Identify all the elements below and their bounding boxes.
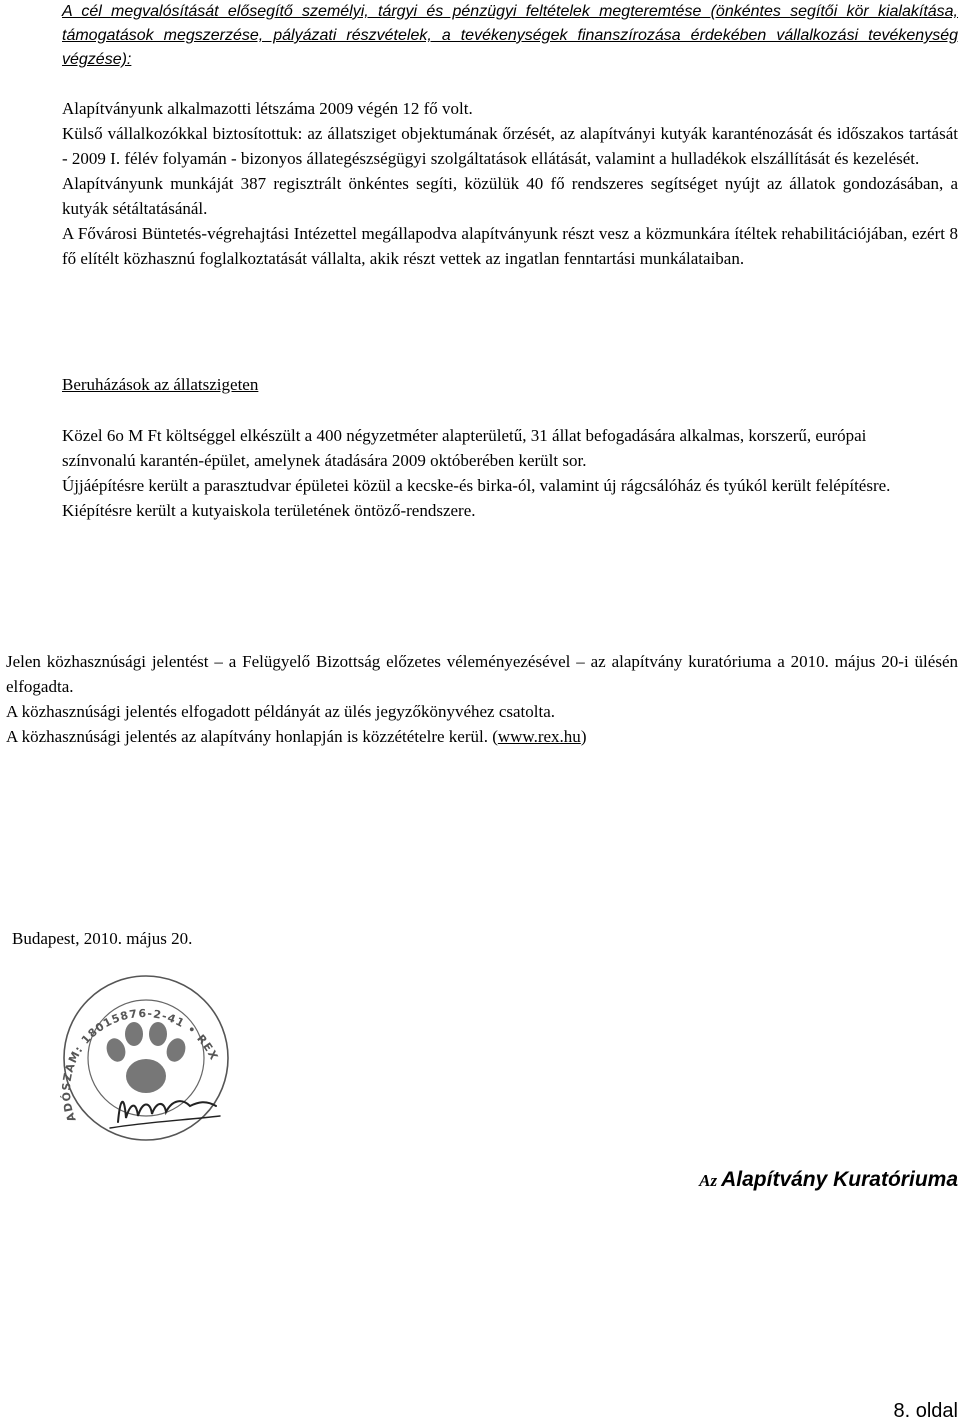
stamp-graphic <box>6 972 276 1144</box>
signatory-prefix: Az <box>699 1171 718 1190</box>
svg-text:ADÓSZÁM: 18015876-2-41 • REX K: ADÓSZÁM: 18015876-2-41 • REX <box>59 1006 221 1124</box>
intro-paragraph: A cél megvalósítását elősegítő személyi, tárgyi és pénzügyi feltételek megteremtése (önkéntes segítői kör kialakítása, támogatások megszerzése, pályázati részvételek, a tevékenységek finanszírozása érdekében vállalkozási tevékenység végzése): <box>62 3 958 68</box>
volunteers-text: Alapítványunk munkáját 387 regisztrált önkéntes segíti, közülük 40 fő rendszeres segítséget nyújt az állatok gondozásában, a kutyák sétáltatásánál. <box>62 174 958 218</box>
quarantine-building-text: Közel 6o M Ft költséggel elkészült a 400 négyzetméter alapterületű, 31 állat befogadására alkalmas, korszerű, európai színvonalú karantén-épület, amelynek átadására 2009 októberében került sor. <box>62 426 867 470</box>
investments-section <box>62 423 942 523</box>
irrigation-text: Kiépítésre került a kutyaiskola területének öntöző-rendszere. <box>62 501 476 520</box>
staff-section <box>62 96 958 271</box>
staff-count-text: Alapítványunk alkalmazotti létszáma 2009 végén 12 fő volt. <box>62 99 473 118</box>
external-contractors-text: Külső vállalkozókkal biztosítottuk: az állatsziget objektumának őrzését, az alapítványi kutyák karanténozását és időszakos tartását - 2009 I. félév folyamán - bizonyos állategészségügyi szolgáltatások ellátását, valamint a hulladékok elszállítását és kezelését. <box>62 124 958 168</box>
farmyard-rebuild-text: Újjáépítésre került a parasztudvar épületei közül a kecske-és birka-ól, valamint új rágcsálóház és tyúkól került felépítésre. <box>62 476 891 495</box>
place-date: Budapest, 2010. május 20. <box>12 929 193 948</box>
signatory-title: Alapítvány Kuratóriuma <box>721 1168 958 1191</box>
publication-text <box>6 724 958 749</box>
approval-text: Jelen közhasznúsági jelentést – a Felügyelő Bizottság előzetes véleményezésével – az alapítvány kuratóriuma a 2010. május 20-i ülésén elfogadta. <box>6 652 958 696</box>
minutes-text: A közhasznúsági jelentés elfogadott példányát az ülés jegyzőkönyvéhez csatolta. <box>6 702 555 721</box>
publication-text-after: ) <box>580 727 587 746</box>
publication-text-before: A közhasznúsági jelentés az alapítvány honlapján is közzétételre kerül. ( <box>6 727 498 746</box>
investments-heading: Beruházások az állatszigeten <box>62 375 259 394</box>
page-number: 8. oldal <box>893 1400 958 1422</box>
prison-cooperation-text: A Fővárosi Büntetés-végrehajtási Intézettel megállapodva alapítványunk részt vesz a közmunkára ítéltek rehabilitációjában, ezért 8 fő elítélt közhasznú foglalkoztatását vállalta, akik részt vettek az ingatlan fenntartási munkálataiban. <box>62 224 958 268</box>
signatory <box>699 1168 958 1192</box>
foundation-stamp <box>6 972 276 1144</box>
approval-section <box>6 649 958 749</box>
website-link[interactable]: www.rex.hu <box>497 727 581 746</box>
